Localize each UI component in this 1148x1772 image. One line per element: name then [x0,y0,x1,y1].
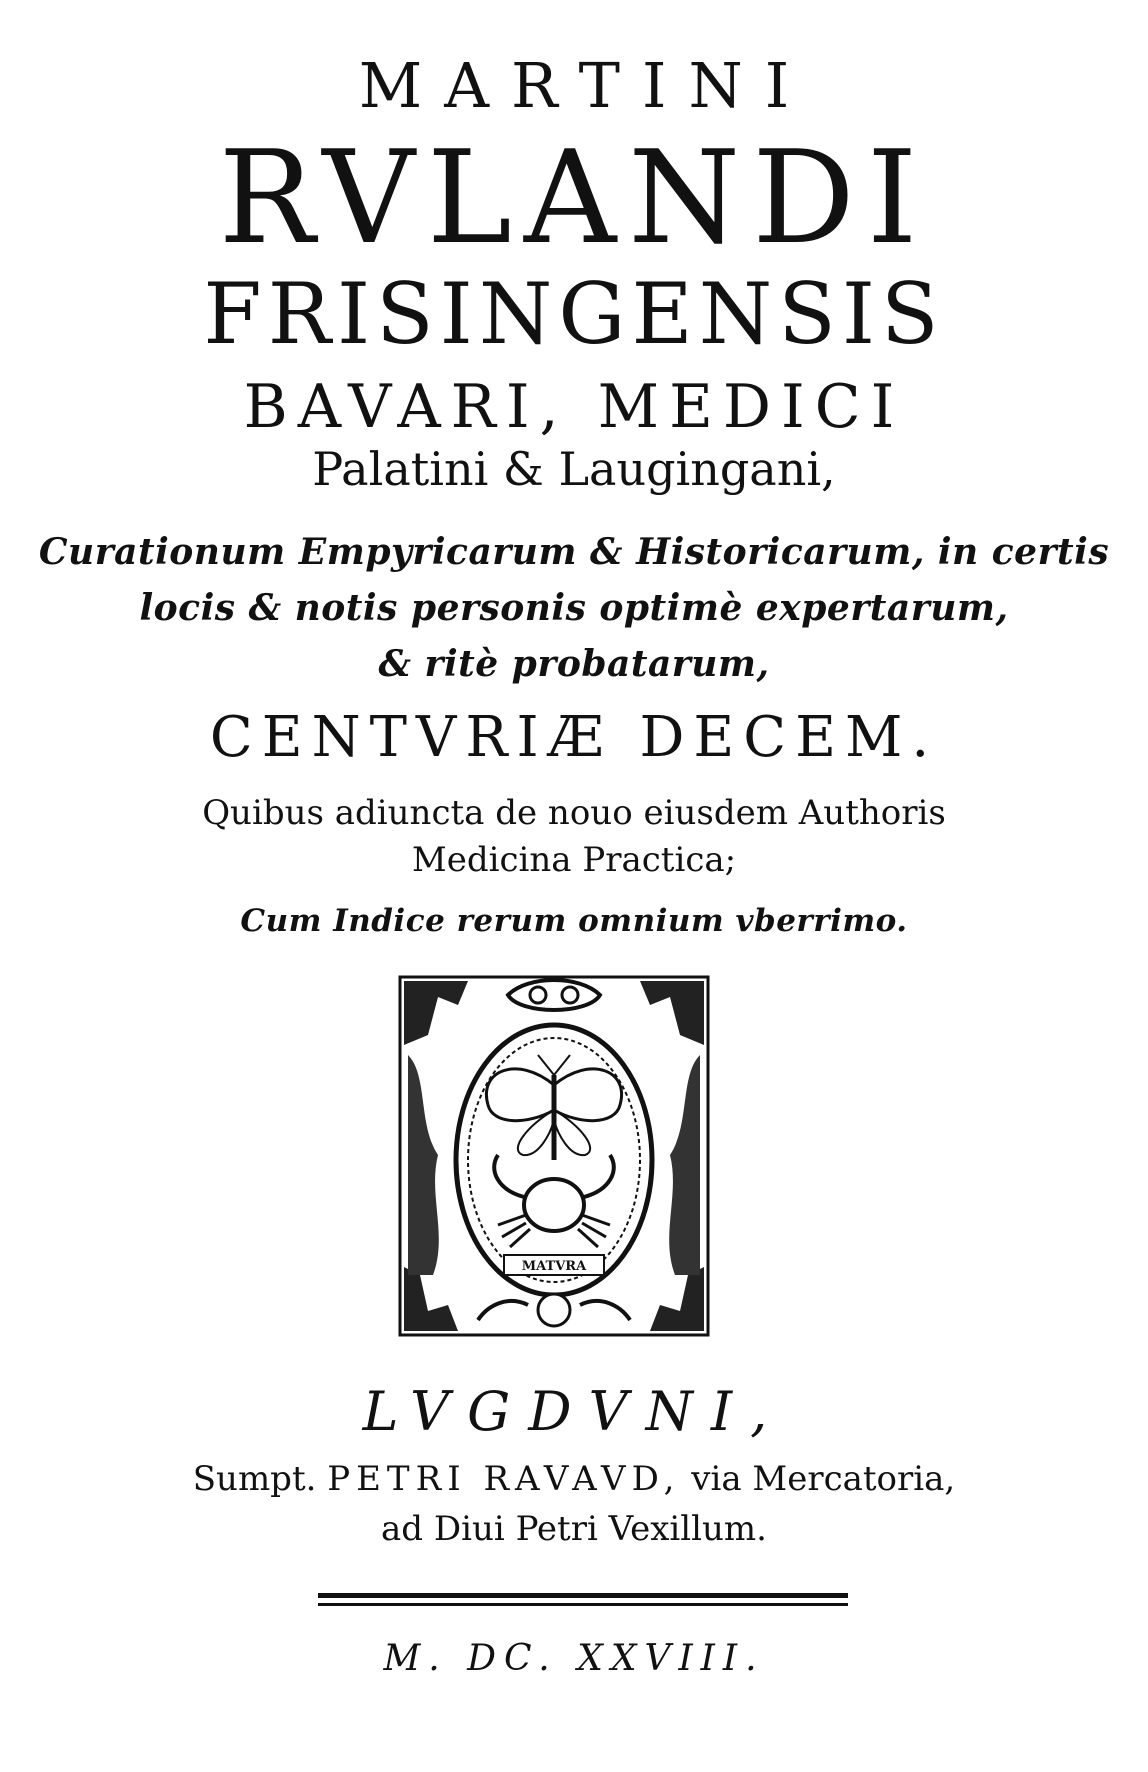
subtitle-line-3: & ritè probatarum, [378,643,770,685]
imprint-place: LVGDVNI, [362,1380,786,1443]
main-title: CENTVRIÆ DECEM. [209,705,939,770]
device-motto: MATVRA [521,1259,587,1274]
publisher-prefix: Sumpt. [192,1459,317,1499]
subtitle-line-2: locis & notis personis optimè expertarum, [139,587,1009,629]
imprint-publisher [0,1459,1148,1499]
addition-line-1: Quibus adiuncta de nouo eiusdem Authoris [202,793,946,833]
author-origin: FRISINGENSIS [203,265,945,363]
divider-rule-thin [318,1603,848,1606]
author-surname: RVLANDI [218,124,930,273]
addition-line-2: Medicina Practica; [411,840,737,880]
index-note: Cum Indice rerum omnium vberrimo. [240,903,908,939]
butterfly-and-crab-emblem-icon [398,975,710,1337]
author-title: BAVARI, MEDICI [243,372,905,442]
publisher-street: via Mercatoria, [691,1459,956,1499]
author-affiliation: Palatini & Laugingani, [312,442,836,496]
subtitle-line-1: Curationum Empyricarum & Historicarum, in certis [38,531,1110,573]
divider-rule [318,1593,848,1598]
imprint-address: ad Diui Petri Vexillum. [381,1509,767,1549]
publisher-name: PETRI RAVAVD, [327,1459,681,1499]
author-first-name: MARTINI [358,49,812,122]
imprint-year: M. DC. XXVIII. [383,1638,765,1679]
